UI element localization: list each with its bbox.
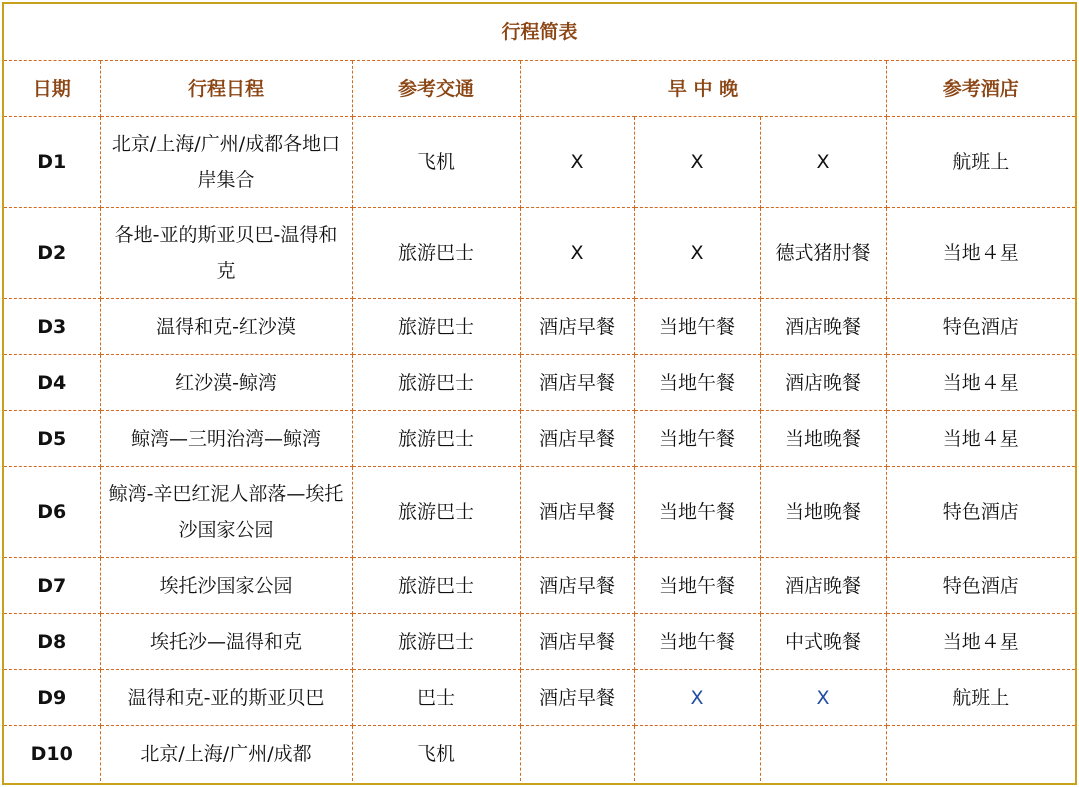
dinner-cell: 当地晚餐 [760,467,886,558]
table-row [4,670,1075,726]
transport-cell: 旅游巴士 [352,614,520,670]
lunch-cell: 当地午餐 [634,299,760,355]
breakfast-cell: 酒店早餐 [520,467,634,558]
dinner-cell: 当地晚餐 [760,411,886,467]
hotel-cell: 当地４星 [886,355,1075,411]
table-row [4,299,1075,355]
itinerary-cell: 鲸湾-辛巴红泥人部落—埃托沙国家公园 [100,467,352,558]
header-hotel: 参考酒店 [886,61,1075,117]
hotel-cell: 当地４星 [886,208,1075,299]
lunch-cell: X [634,117,760,208]
lunch-cell: X [634,208,760,299]
breakfast-cell: X [520,117,634,208]
transport-cell: 旅游巴士 [352,411,520,467]
hotel-cell: 特色酒店 [886,558,1075,614]
header-row [4,61,1075,117]
day-cell: D9 [4,670,100,726]
title-row [4,4,1075,61]
itinerary-cell: 红沙漠-鲸湾 [100,355,352,411]
itinerary-cell: 鲸湾—三明治湾—鲸湾 [100,411,352,467]
day-cell: D1 [4,117,100,208]
transport-cell: 旅游巴士 [352,558,520,614]
table-row [4,411,1075,467]
day-cell: D8 [4,614,100,670]
hotel-cell: 当地４星 [886,614,1075,670]
itinerary-cell: 埃托沙—温得和克 [100,614,352,670]
dinner-cell [760,726,886,782]
breakfast-cell [520,726,634,782]
lunch-cell: 当地午餐 [634,614,760,670]
transport-cell: 旅游巴士 [352,208,520,299]
hotel-cell: 特色酒店 [886,467,1075,558]
hotel-cell: 当地４星 [886,411,1075,467]
hotel-cell: 航班上 [886,117,1075,208]
header-transport: 参考交通 [352,61,520,117]
breakfast-cell: 酒店早餐 [520,299,634,355]
table-row [4,726,1075,782]
lunch-cell: 当地午餐 [634,355,760,411]
itinerary-cell: 埃托沙国家公园 [100,558,352,614]
day-cell: D2 [4,208,100,299]
breakfast-cell: 酒店早餐 [520,558,634,614]
dinner-cell: X [760,117,886,208]
day-cell: D4 [4,355,100,411]
lunch-cell: X [634,670,760,726]
transport-cell: 飞机 [352,726,520,782]
lunch-cell: 当地午餐 [634,467,760,558]
transport-cell: 飞机 [352,117,520,208]
itinerary-frame [2,2,1077,785]
day-cell: D10 [4,726,100,782]
table-row [4,355,1075,411]
breakfast-cell: 酒店早餐 [520,670,634,726]
lunch-cell: 当地午餐 [634,558,760,614]
itinerary-cell: 各地-亚的斯亚贝巴-温得和克 [100,208,352,299]
table-title: 行程简表 [4,4,1075,61]
dinner-cell: 中式晚餐 [760,614,886,670]
hotel-cell: 航班上 [886,670,1075,726]
table-row [4,614,1075,670]
dinner-cell: 酒店晚餐 [760,299,886,355]
itinerary-cell: 温得和克-红沙漠 [100,299,352,355]
itinerary-cell: 北京/上海/广州/成都各地口岸集合 [100,117,352,208]
lunch-cell: 当地午餐 [634,411,760,467]
lunch-cell [634,726,760,782]
table-row [4,467,1075,558]
breakfast-cell: 酒店早餐 [520,614,634,670]
breakfast-cell: 酒店早餐 [520,411,634,467]
table-row [4,558,1075,614]
day-cell: D5 [4,411,100,467]
hotel-cell [886,726,1075,782]
transport-cell: 巴士 [352,670,520,726]
hotel-cell: 特色酒店 [886,299,1075,355]
dinner-cell: 酒店晚餐 [760,558,886,614]
breakfast-cell: X [520,208,634,299]
day-cell: D3 [4,299,100,355]
dinner-cell: 酒店晚餐 [760,355,886,411]
itinerary-cell: 北京/上海/广州/成都 [100,726,352,782]
transport-cell: 旅游巴士 [352,299,520,355]
dinner-cell: 德式猪肘餐 [760,208,886,299]
header-day: 日期 [4,61,100,117]
dinner-cell: X [760,670,886,726]
table-row [4,208,1075,299]
transport-cell: 旅游巴士 [352,467,520,558]
header-meals: 早 中 晚 [520,61,886,117]
itinerary-table [4,4,1075,781]
breakfast-cell: 酒店早餐 [520,355,634,411]
header-itinerary: 行程日程 [100,61,352,117]
transport-cell: 旅游巴士 [352,355,520,411]
day-cell: D7 [4,558,100,614]
itinerary-cell: 温得和克-亚的斯亚贝巴 [100,670,352,726]
day-cell: D6 [4,467,100,558]
table-row [4,117,1075,208]
